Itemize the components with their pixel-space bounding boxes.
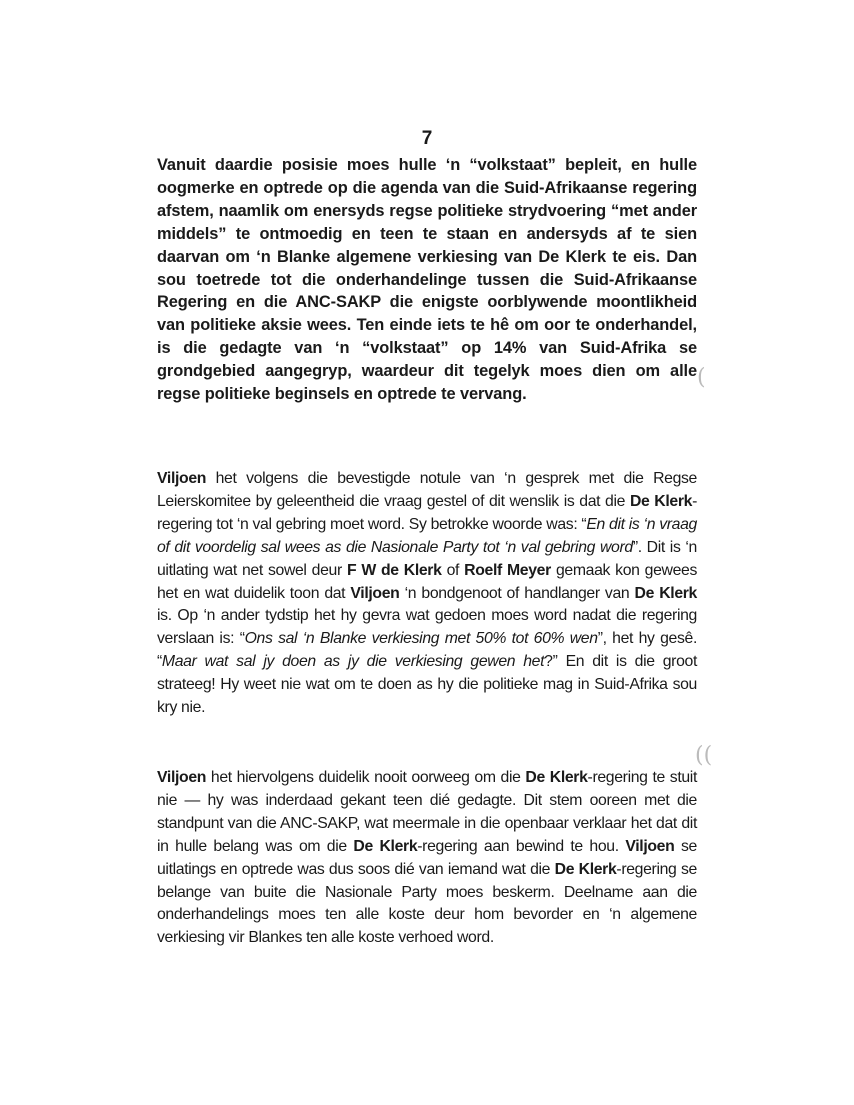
text-run: ”. Dit is ‘n uitlating wat net sowel deur — [157, 538, 697, 579]
name-de-klerk: De Klerk — [353, 837, 418, 855]
scan-mark: ( — [697, 365, 706, 390]
name-de-klerk: De Klerk — [525, 769, 588, 786]
name-de-klerk: De Klerk — [629, 492, 693, 510]
text-run: -regering aan bewind te hou. — [417, 837, 626, 855]
text-run: ?” En dit is die groot strateeg! Hy weet nie wat om te doen as hy die politieke mag in Suid-Afrika sou kry nie. — [157, 653, 698, 717]
text-run: het hiervolgens duidelik nooit oorweeg om die — [206, 769, 526, 786]
name-viljoen: Viljoen — [157, 470, 207, 487]
text-run: -regering te stuit nie — hy was inderdaad gekant teen dié gedagte. Dit stem ooreen met die standpunt van die ANC-SAKP, wat meermale in die openbaar verklaar het dat dit in hulle belang was om die — [157, 769, 697, 855]
name-viljoen: Viljoen — [350, 584, 400, 602]
paragraph-2 — [157, 468, 697, 720]
name-viljoen: Viljoen — [157, 769, 207, 786]
text-run: gemaak kon gewees het en wat duidelik toon dat — [157, 561, 697, 602]
text-run: het volgens die bevestigde notule van ‘n gesprek met die Regse Leierskomitee by geleentheid die vraag gestel of dit wenslik is dat die — [157, 470, 697, 510]
text-run: of — [441, 561, 465, 579]
text-run: ‘n bondgenoot of handlanger van — [399, 584, 635, 602]
quote-text: Maar wat sal jy doen as jy die verkiesing gewen het — [161, 653, 545, 671]
paragraph-3 — [157, 767, 697, 950]
text-run: -regering se belange van buite die Nasionale Party moes beskerm. Deelname aan die onderhandelings moes ten alle koste deur hom bevorder en ‘n algemene verkiesing vir Blankes ten alle koste verhoed word. — [157, 860, 697, 947]
name-roelf-meyer: Roelf Meyer — [464, 561, 551, 579]
scan-mark: (( — [695, 743, 713, 768]
quote-text: En dit is ‘n vraag of dit voordelig sal wees as die Nasionale Party tot ‘n val gebring word — [157, 515, 697, 556]
name-viljoen: Viljoen — [625, 837, 675, 855]
paragraph-1: Vanuit daardie posisie moes hulle ‘n “volkstaat” bepleit, en hulle oogmerke en optrede op die agenda van die Suid-Afrikaanse regering afstem, naamlik om enersyds regse politieke strydvoering “met ander middels” te ontmoedig en teen te staan en andersyds af te sien daarvan om ‘n Blanke algemene verkiesing van De Klerk te eis. Dan sou toetrede tot die onderhandelinge tussen die Suid-Afrikaanse Regering en die ANC-SAKP die enigste oorblywende moontlikheid van politieke aksie wees. Ten einde iets te hê om oor te onderhandel, is die gedagte van ‘n “volkstaat” op 14% van Suid-Afrika se grondgebied aangegryp, waardeur dit tegelyk moes dien om alle regse politieke beginsels en optrede te vervang. — [157, 156, 697, 404]
quote-text: Ons sal ‘n Blanke verkiesing met 50% tot 60% wen — [244, 630, 598, 648]
name-de-klerk: De Klerk — [554, 860, 617, 878]
page-number: 7 — [421, 128, 433, 149]
name-fw-de-klerk: F W de Klerk — [346, 561, 442, 579]
text-run: -regering tot ‘n val gebring moet word. Sy betrokke woorde was: “ — [157, 492, 697, 533]
text-run: ”, het hy gesê. “ — [157, 630, 697, 671]
name-de-klerk: De Klerk — [634, 584, 697, 602]
text-run: is. Op ‘n ander tydstip het hy gevra wat gedoen moes word nadat die regering verslaan is: “ — [157, 607, 697, 648]
text-run: se uitlatings en optrede was dus soos dié van iemand wat die — [157, 837, 697, 878]
